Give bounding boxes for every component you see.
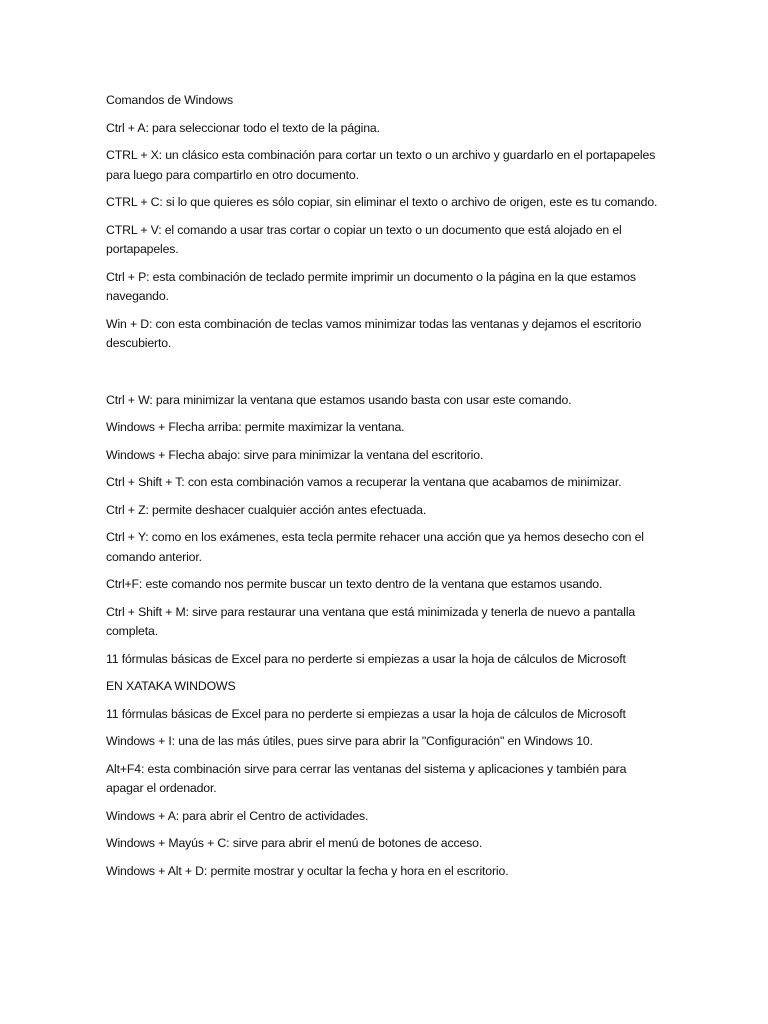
- paragraph: Ctrl + A: para seleccionar todo el texto de la página.: [106, 120, 380, 135]
- paragraph: EN XATAKA WINDOWS: [106, 679, 236, 693]
- paragraph: Ctrl + Shift + T: con esta combinación vamos a recuperar la ventana que acabamos de minimizar.: [106, 475, 622, 489]
- paragraph: Windows + Alt + D: permite mostrar y ocultar la fecha y hora en el escritorio.: [106, 863, 509, 878]
- paragraph: Ctrl + W: para minimizar la ventana que estamos usando basta con usar este comando.: [106, 392, 572, 407]
- paragraph: Windows + Flecha abajo: sirve para minimizar la ventana del escritorio.: [106, 447, 484, 462]
- document-page: [106, 91, 666, 889]
- paragraph: Windows + I: una de las más útiles, pues sirve para abrir la "Configuración" en Windows 10.: [106, 734, 593, 748]
- paragraph: Ctrl + Z: permite deshacer cualquier acción antes efectuada.: [106, 502, 427, 517]
- blank-line: [106, 362, 666, 391]
- paragraph: Windows + Flecha arriba: permite maximizar la ventana.: [106, 420, 405, 434]
- paragraph: Ctrl + Shift + M: sirve para restaurar una ventana que está minimizada y tenerla de nuevo a pantalla completa.: [106, 604, 636, 638]
- paragraph: CTRL + X: un clásico esta combinación para cortar un texto o un archivo y guardarlo en el portapapeles para luego para compartirlo en otro documento.: [106, 148, 656, 182]
- paragraph: 11 fórmulas básicas de Excel para no perderte si empiezas a usar la hoja de cálculos de Microsoft: [106, 706, 626, 721]
- paragraph: Windows + A: para abrir el Centro de actividades.: [106, 808, 369, 823]
- document-title: Comandos de Windows: [106, 93, 234, 107]
- paragraph: CTRL + C: si lo que quieres es sólo copiar, sin eliminar el texto o archivo de origen, este es tu comando.: [106, 195, 658, 209]
- paragraph: Ctrl + Y: como en los exámenes, esta tecla permite rehacer una acción que ya hemos desecho con el comando anterior.: [106, 530, 644, 564]
- paragraph: CTRL + V: el comando a usar tras cortar o copiar un texto o un documento que está alojado en el portapapeles.: [106, 222, 622, 256]
- paragraph: Win + D: con esta combinación de teclas vamos minimizar todas las ventanas y dejamos el escritorio descubierto.: [106, 316, 642, 350]
- paragraph: Ctrl+F: este comando nos permite buscar un texto dentro de la ventana que estamos usando.: [106, 577, 603, 591]
- paragraph: Alt+F4: esta combinación sirve para cerrar las ventanas del sistema y aplicaciones y también para apagar el ordenador.: [106, 761, 627, 795]
- paragraph: Windows + Mayús + C: sirve para abrir el menú de botones de acceso.: [106, 836, 483, 850]
- paragraph: 11 fórmulas básicas de Excel para no perderte si empiezas a usar la hoja de cálculos de Microsoft: [106, 651, 626, 666]
- paragraph: Ctrl + P: esta combinación de teclado permite imprimir un documento o la página en la que estamos navegando.: [106, 269, 636, 303]
